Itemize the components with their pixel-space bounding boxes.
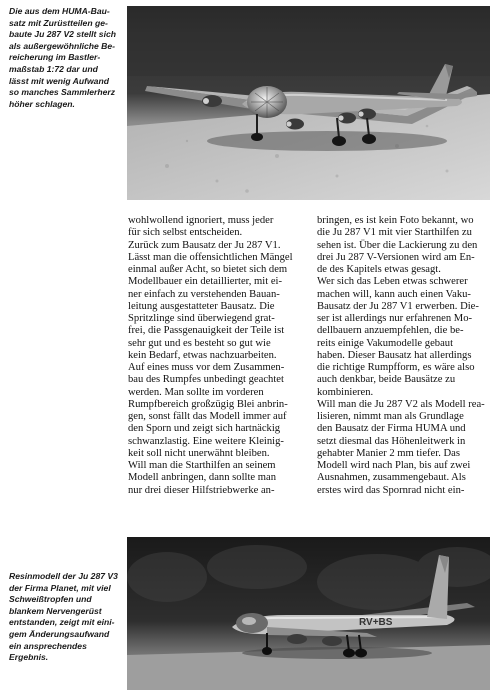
- body-text-right-line: Bausatz der Ju 287 V1 erwerben. Die-: [317, 300, 479, 312]
- caption-top-line: höher schlagen.: [9, 98, 75, 109]
- body-text-right-line: dellbauern anzuempfehlen, die be-: [317, 325, 464, 337]
- body-text-right-line: reits einige Vakumodelle gebaut: [317, 337, 454, 349]
- body-text-left-line: Will man die Starthilfen an seinem: [128, 460, 276, 471]
- caption-bottom-line: Resinmodell der Ju 287 V3: [9, 571, 118, 581]
- body-text-right-line: Ausnahmen, zusammengebaut. Als: [317, 472, 466, 484]
- body-text-left-line: wohlwollend ignoriert, muss jeder: [128, 215, 274, 226]
- body-text-right-line: Will man die Ju 287 V2 als Modell rea-: [317, 398, 485, 410]
- body-text-left-line: schwanzlastig. Eine weitere Kleinig-: [128, 435, 284, 447]
- body-text-right-line: Wer sich das Leben etwas schwerer: [317, 276, 468, 288]
- body-text-right-line: bringen, es ist kein Foto bekannt, wo: [317, 215, 474, 226]
- body-text-left-line: ner einfach zu verstehenden Bauan-: [128, 288, 280, 300]
- caption-bottom-line: entstanden, zeigt mit eini-: [9, 617, 115, 628]
- airplane-model-photo-bottom: [127, 537, 490, 690]
- caption-bottom-line: Ergebnis.: [9, 652, 49, 663]
- photo-ju287-v3-resin-model: [127, 537, 490, 690]
- body-text-right-line: die Ju 287 V1 mit vier Starthilfen zu: [317, 227, 472, 239]
- body-text-left-line: für sich selbst entscheiden.: [128, 227, 243, 239]
- body-text-left-line: den Sporn und zeigt sich hartnäckig: [128, 423, 281, 435]
- aircraft-marking: RV+BS: [359, 617, 393, 628]
- body-text-left-line: Auf eines muss vor dem Zusammen-: [128, 362, 285, 373]
- caption-top-line: satz mit Zurüstteilen ge-: [9, 17, 108, 28]
- body-text-right-line: gehabter Manier 2 mm tiefer. Das: [317, 447, 460, 459]
- body-text-right-line: de des Kapitels etwas gesagt.: [317, 264, 441, 275]
- body-text-right-line: ser ist allerdings nur erfahrenen Mo-: [317, 313, 473, 324]
- body-text-left-line: sehr gut und es besteht so gut wie: [128, 337, 271, 349]
- body-text-right-line: sehen ist. Über die Lackierung zu den: [317, 239, 478, 251]
- caption-top-line: baute Ju 287 V2 stellt sich: [9, 29, 116, 40]
- caption-top-line: so manches Sammlerherz: [9, 87, 116, 98]
- body-text-right-line: setzt diesmal das Höhenleitwerk in: [317, 435, 466, 447]
- body-text-right-line: die richtige Rumpfform, es wäre also: [317, 362, 475, 373]
- caption-top-line: maßstab 1:72 dar und: [9, 63, 98, 74]
- body-text-right-line: haben. Dieser Bausatz hat allerdings: [317, 349, 472, 361]
- body-text-left-line: Spritzlinge sind überwiegend grat-: [128, 313, 275, 324]
- text-column-left: [128, 215, 305, 497]
- body-text-left-line: einmal außer Acht, so bietet sich dem: [128, 264, 288, 275]
- photo-caption-top: [9, 6, 121, 110]
- caption-top-line: lässt mit wenig Aufwand: [9, 75, 109, 86]
- body-text-left-line: leitung ausgestatteter Bausatz. Die: [128, 300, 275, 312]
- body-text-left-line: nur drei dieser Hilfstriebwerke an-: [128, 484, 275, 496]
- body-text-left-line: werden. Man sollte im vorderen: [128, 386, 264, 398]
- body-text-right-line: den Bausatz der Firma HUMA und: [317, 423, 466, 435]
- photo-ju287-v2-model: [127, 6, 490, 200]
- body-text-right-line: lisieren, nimmt man als Grundlage: [317, 411, 464, 422]
- body-text-right-line: erstes wird das Spornrad nicht ein-: [317, 484, 465, 496]
- body-text-left-line: Lässt man die offensichtlichen Mängel: [128, 251, 293, 263]
- body-text-right-line: drei Ju 287 V-Versionen wird am En-: [317, 251, 475, 263]
- body-text-right-line: auch denkbar, beide Bausätze zu: [317, 374, 456, 386]
- caption-bottom-line: blankem Nervengerüst: [9, 605, 102, 616]
- body-text-left-line: frei, die Passgenauigkeit der Teile ist: [128, 325, 285, 337]
- body-text-left-line: Modellbauer ein detaillierter, mit ei-: [128, 276, 283, 288]
- body-text-left-line: gen, sonst fällt das Modell immer auf: [128, 411, 287, 422]
- text-column-right: [317, 215, 492, 497]
- caption-bottom-line: der Firma Planet, mit viel: [9, 582, 111, 593]
- photo-caption-bottom: [9, 571, 121, 664]
- caption-top-line: Die aus dem HUMA-Bau-: [9, 6, 110, 16]
- body-text-right-line: Modell wird nach Plan, bis auf zwei: [317, 460, 471, 471]
- airplane-model-photo-top: [127, 6, 490, 200]
- body-text-right-line: machen will, kann auch einen Vaku-: [317, 288, 471, 300]
- body-text-left-line: Zurück zum Bausatz der Ju 287 V1.: [128, 239, 281, 251]
- caption-bottom-line: gem Änderungsaufwand: [9, 628, 110, 639]
- body-text-right-line: kombinieren.: [317, 386, 374, 398]
- caption-bottom-line: Schweißtropfen und: [9, 594, 92, 605]
- caption-bottom-line: ein ansprechendes: [9, 640, 87, 651]
- caption-top-line: als außergewöhnliche Be-: [9, 40, 116, 51]
- caption-top-line: reicherung im Bastler-: [9, 52, 101, 63]
- body-text-left-line: bau des Rumpfes unbedingt geachtet: [128, 374, 284, 386]
- body-text-left-line: kein Bedarf, etwas nachzuarbeiten.: [128, 349, 277, 361]
- body-text-left-line: Rumpfbereich großzügig Blei anbrin-: [128, 398, 288, 410]
- body-text-left-line: keit soll nicht unerwähnt bleiben.: [128, 447, 270, 459]
- body-text-left-line: Modell anbringen, dann sollte man: [128, 472, 276, 484]
